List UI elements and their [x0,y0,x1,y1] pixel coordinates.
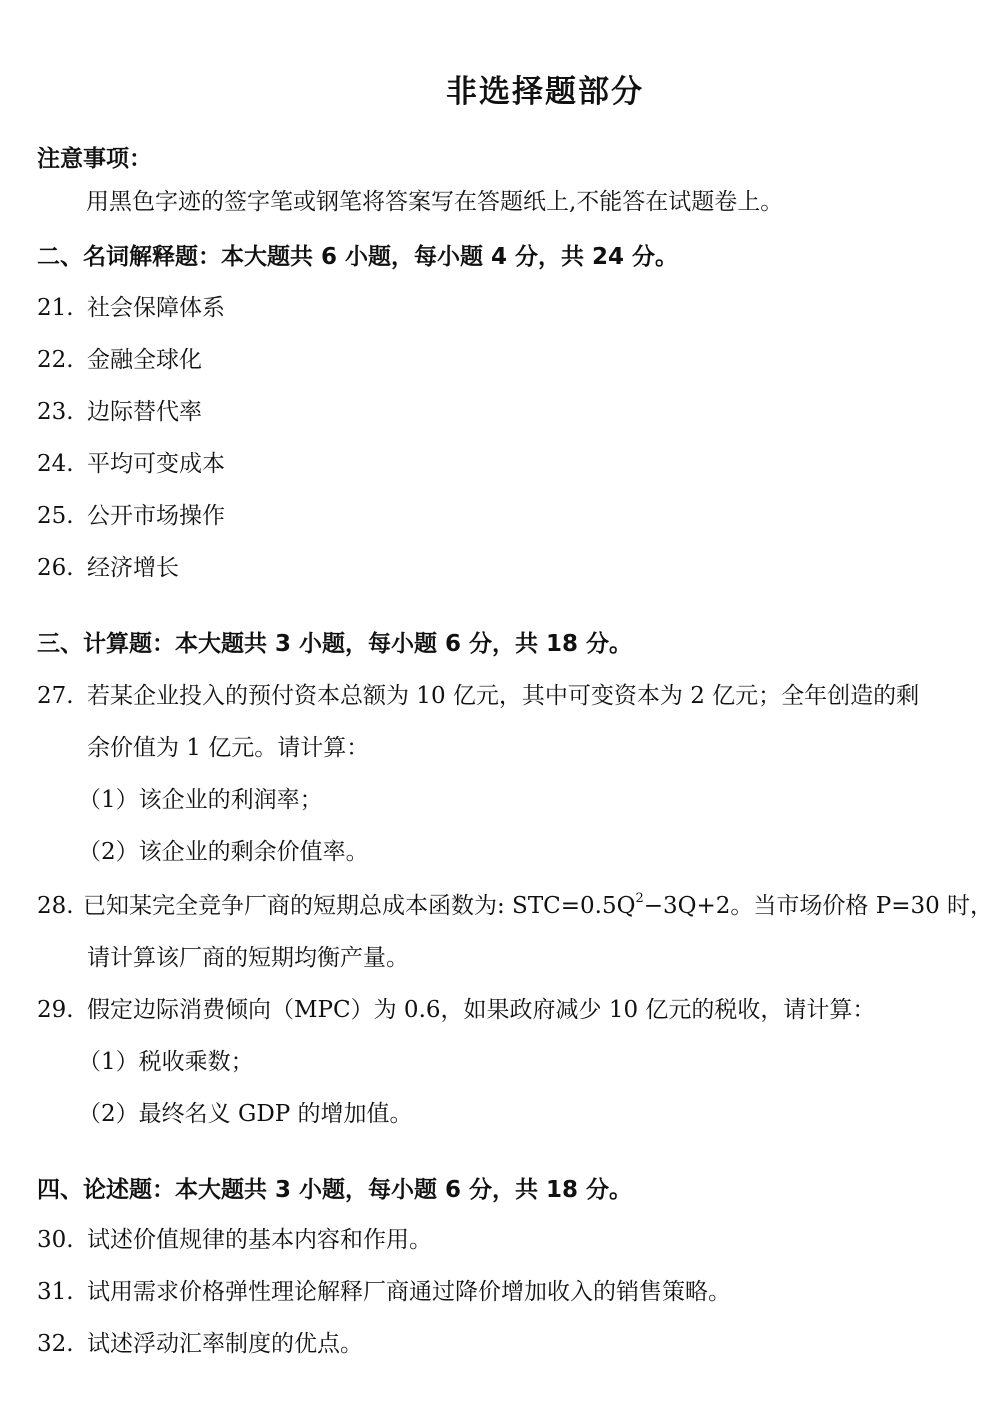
item-number: 30. [37,1227,74,1253]
item-text: 边际替代率 [87,399,202,425]
question-27-sub-2: （2）该企业的剩余价值率。 [78,839,369,865]
question-29-sub-2: （2）最终名义 GDP 的增加值。 [78,1101,413,1127]
list-item [37,397,202,427]
item-text: 平均可变成本 [87,451,225,477]
question-28 [37,891,993,921]
item-text: 金融全球化 [87,347,202,373]
superscript: 2 [635,891,644,907]
item-number: 24. [37,451,74,477]
item-number: 32. [37,1331,74,1357]
question-28-continued: 请计算该厂商的短期均衡产量。 [87,945,409,971]
question-text: 若某企业投入的预付资本总额为 10 亿元，其中可变资本为 2 亿元；全年创造的剩 [87,683,920,709]
question-29 [37,995,875,1025]
list-item [37,553,179,583]
section4-heading: 四、论述题：本大题共 3 小题，每小题 6 分，共 18 分。 [37,1177,633,1203]
item-text: 社会保障体系 [87,295,225,321]
list-item [37,501,225,531]
question-27 [37,681,919,711]
section3-heading: 三、计算题：本大题共 3 小题，每小题 6 分，共 18 分。 [37,631,633,657]
item-text: 试述价值规律的基本内容和作用。 [87,1227,432,1253]
item-number: 21. [37,295,74,321]
item-text: 公开市场操作 [87,503,225,529]
item-number: 22. [37,347,74,373]
item-number: 23. [37,399,74,425]
list-item [37,1225,432,1255]
page-title: 非选择题部分 [446,74,644,110]
question-text-tail: −3Q+2。当市场价格 P=30 时， [643,893,994,919]
item-text: 试用需求价格弹性理论解释厂商通过降价增加收入的销售策略。 [87,1279,731,1305]
notice-text: 用黑色字迹的签字笔或钢笔将答案写在答题纸上,不能答在试题卷上。 [86,189,784,215]
list-item [37,449,225,479]
section2-heading: 二、名词解释题：本大题共 6 小题，每小题 4 分，共 24 分。 [37,244,679,270]
item-text: 试述浮动汇率制度的优点。 [87,1331,363,1357]
item-number: 31. [37,1279,74,1305]
question-27-continued: 余价值为 1 亿元。请计算： [87,735,370,761]
item-number: 29. [37,997,74,1023]
question-text: 已知某完全竞争厂商的短期总成本函数为: STC=0.5Q [83,893,636,919]
list-item [37,345,202,375]
question-27-sub-1: （1）该企业的利润率； [78,787,323,813]
list-item [37,293,225,323]
item-number: 26. [37,555,74,581]
list-item [37,1277,731,1307]
item-text: 经济增长 [87,555,179,581]
list-item [37,1329,363,1359]
item-number: 28. [37,893,74,919]
notice-label: 注意事项： [37,146,152,172]
item-number: 25. [37,503,74,529]
item-number: 27. [37,683,74,709]
question-29-sub-1: （1）税收乘数； [78,1049,254,1075]
question-text: 假定边际消费倾向（MPC）为 0.6，如果政府减少 10 亿元的税收，请计算： [87,997,876,1023]
